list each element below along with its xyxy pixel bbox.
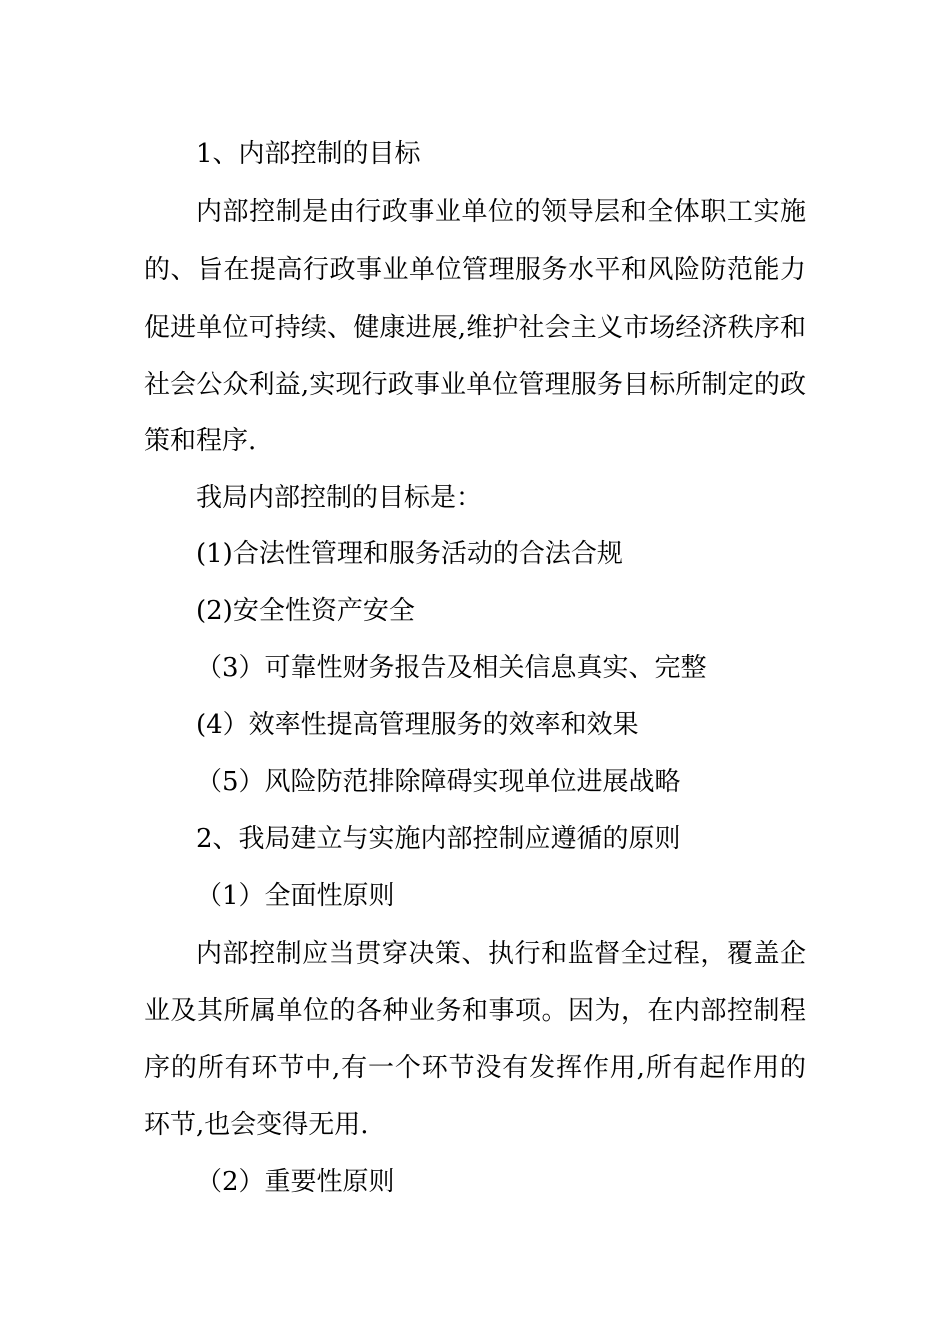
subsection-heading: （2）重要性原则: [196, 1167, 395, 1197]
paragraph-line: 我局内部控制的目标是：: [196, 483, 483, 513]
paragraph-line: 内部控制应当贯穿决策、执行和监督全过程，覆盖企: [196, 939, 806, 969]
paragraph-line: 业及其所属单位的各种业务和事项。因为，在内部控制程: [144, 996, 806, 1026]
section-heading-principles: 2、我局建立与实施内部控制应遵循的原则: [196, 824, 681, 854]
paragraph-line: 内部控制是由行政事业单位的领导层和全体职工实施: [196, 197, 806, 227]
section-heading-objectives: 1、内部控制的目标: [196, 139, 421, 169]
subsection-heading: （1）全面性原则: [196, 881, 395, 911]
list-item: (2)安全性资产安全: [196, 596, 415, 626]
list-item: (1)合法性管理和服务活动的合法合规: [196, 539, 623, 569]
paragraph-line: 序的所有环节中,有一个环节没有发挥作用,所有起作用的: [144, 1053, 806, 1083]
paragraph-line: 策和程序.: [144, 426, 257, 456]
paragraph-line: 社会公众利益,实现行政事业单位管理服务目标所制定的政: [144, 370, 806, 400]
paragraph-line: 促进单位可持续、健康进展,维护社会主义市场经济秩序和: [144, 313, 806, 343]
list-item: (4）效率性提高管理服务的效率和效果: [196, 710, 639, 740]
paragraph-line: 的、旨在提高行政事业单位管理服务水平和风险防范能力: [144, 255, 806, 285]
list-item: （5）风险防范排除障碍实现单位进展战略: [196, 767, 681, 797]
list-item: （3）可靠性财务报告及相关信息真实、完整: [196, 653, 707, 683]
paragraph-line: 环节,也会变得无用.: [144, 1110, 369, 1140]
